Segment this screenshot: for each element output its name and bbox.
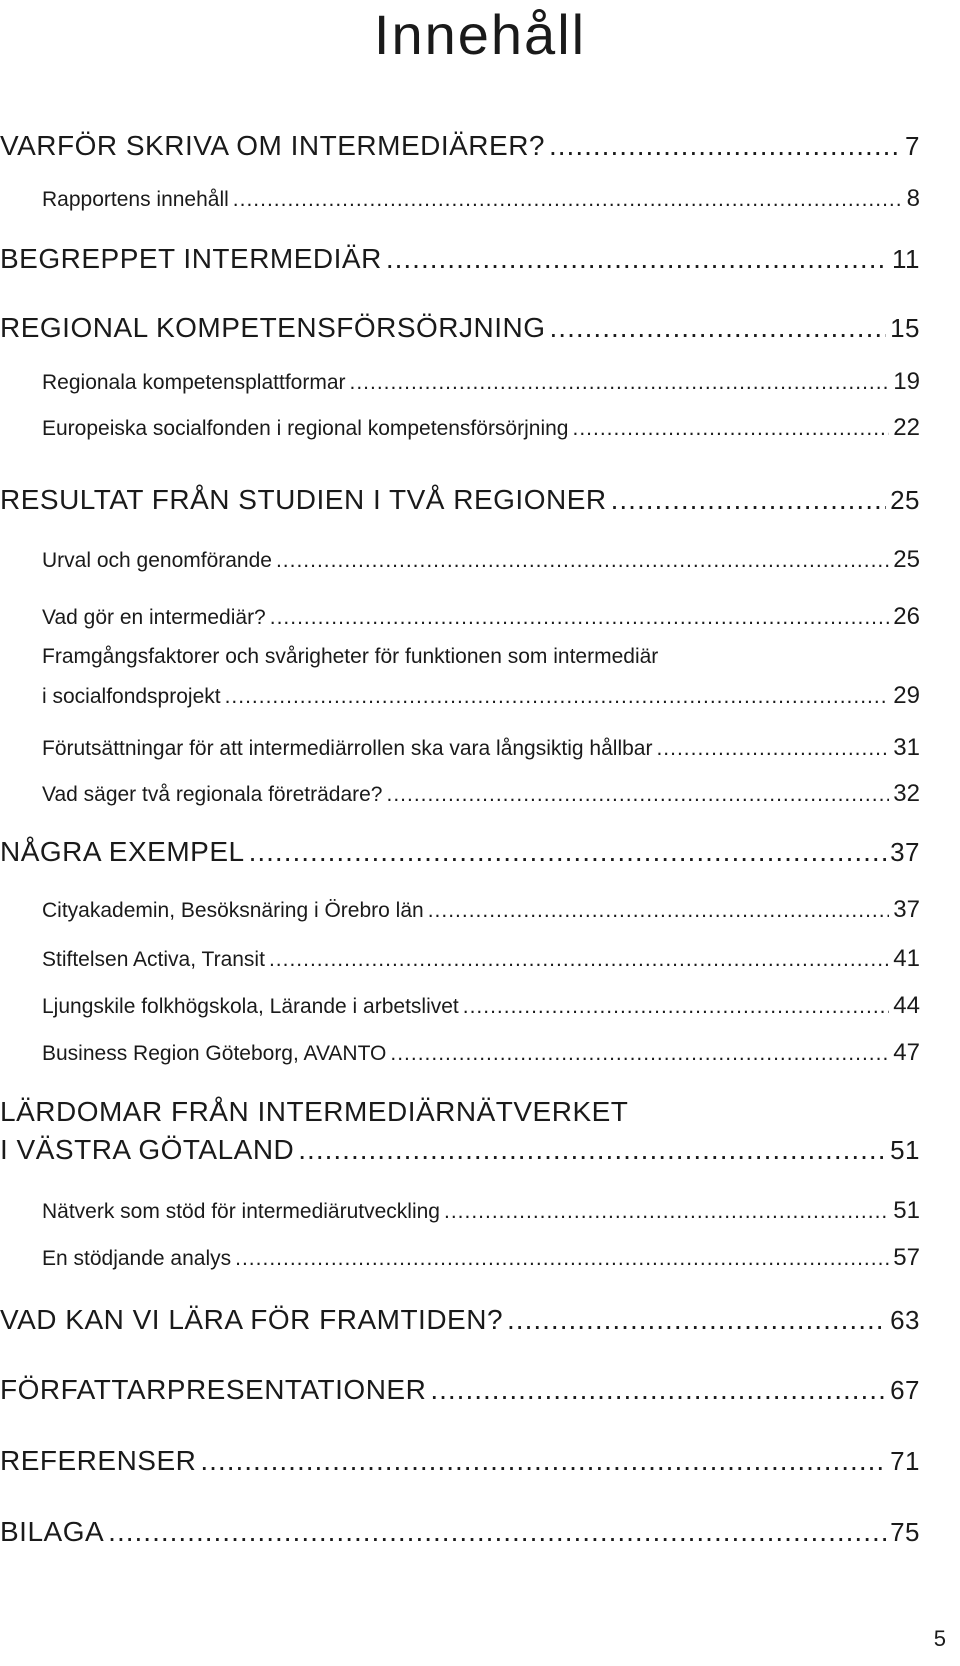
toc-chapter[interactable]	[0, 1304, 920, 1336]
toc-label: Rapportens innehåll	[42, 188, 229, 211]
page-title: Innehåll	[373, 3, 587, 66]
toc-label: RESULTAT FRÅN STUDIEN I TVÅ REGIONER	[0, 484, 607, 515]
toc-page-number: 47	[893, 1039, 920, 1066]
toc-section[interactable]	[42, 992, 920, 1020]
toc-chapter[interactable]	[0, 130, 920, 162]
toc-page-number: 37	[893, 896, 920, 923]
toc-leader-dots	[507, 1304, 886, 1336]
toc-label: NÅGRA EXEMPEL	[0, 836, 245, 867]
toc-label: Nätverk som stöd för intermediärutveckling	[42, 1200, 440, 1223]
toc-section[interactable]	[42, 945, 920, 973]
toc-label: REFERENSER	[0, 1445, 197, 1476]
toc-section[interactable]	[42, 1197, 920, 1225]
toc-label: VARFÖR SKRIVA OM INTERMEDIÄRER?	[0, 130, 545, 161]
toc-chapter[interactable]	[0, 243, 920, 275]
toc-leader-dots	[444, 1200, 889, 1224]
page-number: 5	[933, 1626, 946, 1651]
toc-leader-dots	[549, 130, 901, 162]
toc-section[interactable]	[42, 682, 920, 710]
toc-page-number: 63	[890, 1305, 920, 1335]
toc-leader-dots	[350, 371, 890, 395]
toc-label: BILAGA	[0, 1516, 105, 1547]
toc-page-number: 7	[905, 131, 920, 161]
toc-leader-dots	[233, 188, 903, 212]
toc-label: Business Region Göteborg, AVANTO	[42, 1042, 387, 1065]
toc-label: BEGREPPET INTERMEDIÄR	[0, 243, 382, 274]
toc-label: Cityakademin, Besöksnäring i Örebro län	[42, 899, 424, 922]
toc-section[interactable]	[42, 1244, 920, 1272]
toc-page-number: 26	[893, 603, 920, 630]
toc-page-number: 19	[893, 368, 920, 395]
toc-label: Urval och genomförande	[42, 549, 272, 572]
toc-page-number: 37	[890, 837, 920, 867]
toc-leader-dots	[430, 1374, 886, 1406]
toc-label-line1[interactable]: Framgångsfaktorer och svårigheter för funktionen som intermediär	[42, 645, 659, 668]
toc-leader-dots	[390, 1042, 889, 1066]
toc-page-number: 57	[893, 1244, 920, 1271]
toc-section[interactable]	[42, 414, 920, 442]
toc-chapter[interactable]	[0, 836, 920, 868]
toc-leader-dots	[249, 836, 886, 868]
toc-leader-dots	[550, 312, 887, 344]
toc-page-number: 8	[906, 185, 920, 212]
toc-leader-dots	[269, 948, 889, 972]
toc-section[interactable]	[42, 734, 920, 762]
toc-section[interactable]	[42, 896, 920, 924]
toc-section[interactable]	[42, 546, 920, 574]
toc-leader-dots	[572, 417, 889, 441]
toc-chapter[interactable]	[0, 1134, 920, 1166]
toc-label: I VÄSTRA GÖTALAND	[0, 1134, 295, 1165]
toc-chapter[interactable]	[0, 1516, 920, 1548]
toc-label: Stiftelsen Activa, Transit	[42, 948, 265, 971]
toc-page-number: 67	[890, 1375, 920, 1405]
toc-leader-dots	[463, 995, 890, 1019]
toc-page-number: 44	[893, 992, 920, 1019]
toc-label: i socialfondsprojekt	[42, 685, 221, 708]
toc-label: Vad säger två regionala företrädare?	[42, 783, 383, 806]
toc-page-number: 29	[893, 682, 920, 709]
toc-page-number: 71	[890, 1446, 920, 1476]
toc-section[interactable]	[42, 603, 920, 631]
toc-page-number: 41	[893, 945, 920, 972]
toc-page-number: 11	[892, 244, 920, 274]
toc-leader-dots	[235, 1247, 889, 1271]
toc-label: Europeiska socialfonden i regional kompetensförsörjning	[42, 417, 569, 440]
toc-leader-dots	[428, 899, 890, 923]
toc-leader-dots	[387, 783, 890, 807]
toc-label: Förutsättningar för att intermediärrollen ska vara långsiktig hållbar	[42, 737, 653, 760]
toc-leader-dots	[656, 737, 889, 761]
toc-chapter[interactable]	[0, 312, 920, 344]
toc-label: FÖRFATTARPRESENTATIONER	[0, 1374, 427, 1405]
toc-page-number: 25	[893, 546, 920, 573]
toc-page-number: 15	[890, 313, 920, 343]
toc-chapter[interactable]	[0, 1445, 920, 1477]
toc-leader-dots	[611, 484, 886, 516]
toc-page-number: 75	[890, 1517, 920, 1547]
toc-leader-dots	[108, 1516, 886, 1548]
toc-label: En stödjande analys	[42, 1247, 232, 1270]
toc-section[interactable]	[42, 1039, 920, 1067]
toc-chapter[interactable]	[0, 484, 920, 516]
toc-leader-dots	[298, 1134, 886, 1166]
toc-page-number: 32	[893, 780, 920, 807]
toc-leader-dots	[270, 606, 890, 630]
toc-page-number: 22	[893, 414, 920, 441]
toc-leader-dots	[386, 243, 888, 275]
toc-section[interactable]	[42, 368, 920, 396]
toc-label-line1[interactable]: LÄRDOMAR FRÅN INTERMEDIÄRNÄTVERKET	[0, 1096, 629, 1127]
toc-label: Ljungskile folkhögskola, Lärande i arbetslivet	[42, 995, 459, 1018]
toc-leader-dots	[276, 549, 889, 573]
toc-section[interactable]	[42, 780, 920, 808]
toc-section[interactable]	[42, 185, 920, 213]
toc-label: REGIONAL KOMPETENSFÖRSÖRJNING	[0, 312, 546, 343]
toc-page-number: 25	[890, 485, 920, 515]
toc-label: Vad gör en intermediär?	[42, 606, 266, 629]
toc-label: VAD KAN VI LÄRA FÖR FRAMTIDEN?	[0, 1304, 504, 1335]
toc-page-number: 31	[893, 734, 920, 761]
toc-label: Regionala kompetensplattformar	[42, 371, 346, 394]
toc-leader-dots	[225, 685, 890, 709]
toc-page-number: 51	[890, 1135, 920, 1165]
toc-page-number: 51	[893, 1197, 920, 1224]
toc-leader-dots	[200, 1445, 886, 1477]
toc-chapter[interactable]	[0, 1374, 920, 1406]
